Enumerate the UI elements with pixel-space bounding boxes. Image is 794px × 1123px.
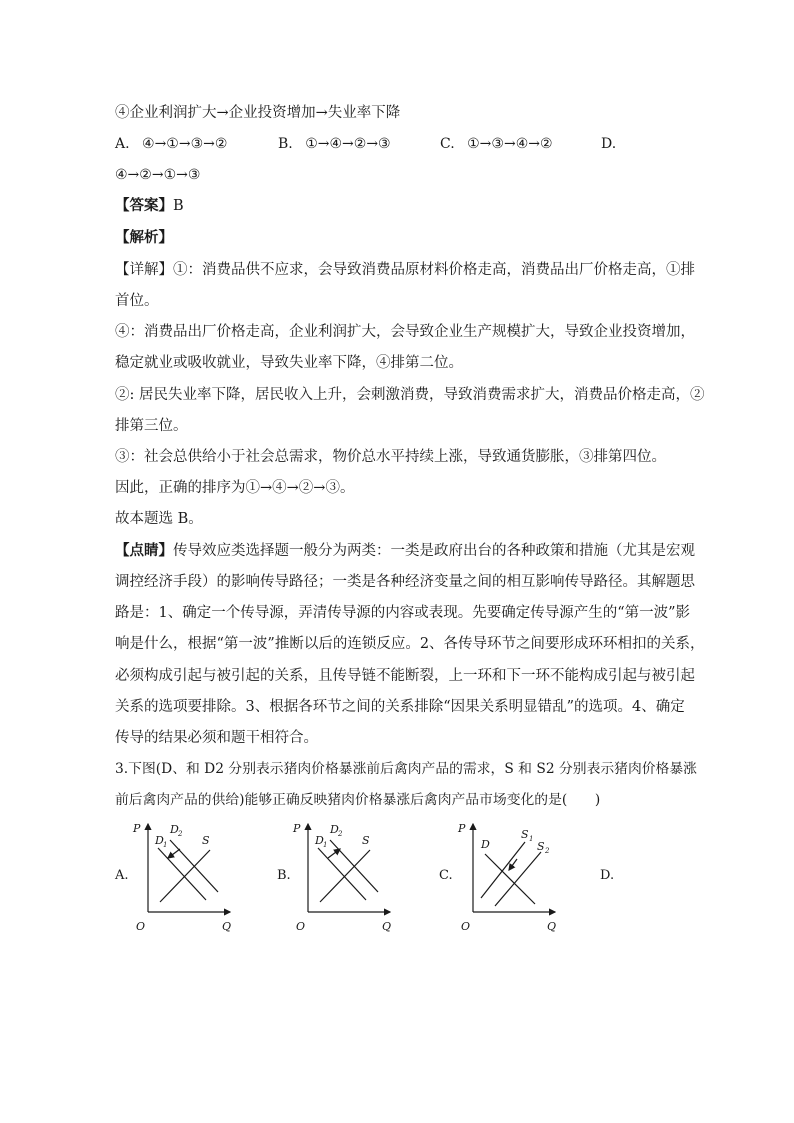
origin-label: O — [136, 920, 146, 933]
question3-line: 前后禽肉产品的供给)能够正确反映猪肉价格暴涨后禽肉产品市场变化的是( ) — [115, 792, 601, 808]
origin-label: O — [296, 920, 306, 933]
option-c-letter: C. — [440, 136, 455, 152]
curve-label: S — [521, 828, 529, 841]
option-b — [278, 134, 391, 154]
tip-line: 关系的选项要排除。3、根据各环节之间的关系排除“因果关系明显错乱”的选项。4、确定 — [115, 699, 685, 715]
graph-b-label: B. — [277, 868, 291, 883]
curve-label: D — [330, 823, 339, 836]
tip-first-line — [115, 541, 695, 561]
option-d-text: ④→②→①→③ — [115, 167, 201, 183]
analysis-line: 因此，正确的排序为①→④→②→③。 — [115, 480, 355, 496]
curve-label: D — [155, 834, 164, 847]
curve-label: S — [537, 840, 545, 853]
analysis-line: 故本题选 B。 — [115, 511, 203, 527]
curve-label: S — [202, 834, 210, 847]
tip-line: 响是什么，根据“第一波”推断以后的连锁反应。2、各传导环节之间要形成环环相扣的关系， — [115, 636, 705, 652]
curve-subscript: 1 — [163, 841, 168, 849]
axis-q-label: Q — [547, 920, 557, 933]
tip-text: 传导效应类选择题一般分为两类：一类是政府出台的各种政策和措施（尤其是宏观 — [173, 543, 695, 559]
option-a — [115, 134, 227, 154]
curve-subscript: 1 — [323, 841, 328, 849]
analysis-line: ③：社会总供给小于社会总需求，物价总水平持续上涨，导致通货膨胀，③排第四位。 — [115, 449, 666, 465]
axis-q-label: Q — [222, 920, 232, 933]
curve-label: D — [315, 834, 324, 847]
option-a-text: ④→①→③→② — [142, 136, 228, 152]
supply-curve-s2 — [495, 852, 541, 906]
shift-arrow — [168, 849, 180, 858]
axis-p-label: P — [458, 822, 466, 835]
curve-subscript: 2 — [338, 830, 343, 838]
graph-c — [455, 818, 565, 933]
tip-tag: 【点睛】 — [115, 542, 173, 559]
option-c — [440, 134, 553, 154]
tip-line: 路是：1、确定一个传导源，弄清传导源的内容或表现。先要确定传导源产生的“第一波”影 — [115, 605, 691, 621]
analysis-tag: 【解析】 — [115, 229, 173, 246]
curve-label: D — [170, 823, 179, 836]
shift-arrow — [328, 849, 340, 858]
axis-p-label: P — [133, 822, 141, 835]
graph-c-label: C. — [439, 868, 453, 883]
option-d — [601, 134, 616, 154]
graph-d-label: D. — [600, 868, 615, 883]
analysis-line: 【详解】①：消费品供不应求，会导致消费品原材料价格走高，消费品出厂价格走高，①排 — [115, 262, 695, 278]
option-d-letter: D. — [601, 136, 617, 152]
option-b-letter: B. — [278, 136, 293, 152]
analysis-line: 排第三位。 — [115, 418, 188, 434]
answer-value: B — [173, 198, 184, 214]
answer-line — [115, 196, 184, 216]
option-c-text: ①→③→④→② — [467, 136, 553, 152]
analysis-line: ②: 居民失业率下降，居民收入上升，会刺激消费，导致消费需求扩大，消费品价格走高，② — [115, 387, 705, 403]
graph-b — [290, 818, 400, 933]
curve-label: D — [481, 838, 490, 851]
analysis-line: 首位。 — [115, 293, 159, 309]
analysis-line: 稳定就业或吸收就业，导致失业率下降，④排第二位。 — [115, 355, 463, 371]
option-a-letter: A. — [115, 136, 130, 152]
question3-line: 3.下图(D、和 D2 分别表示猪肉价格暴涨前后禽肉产品的需求，S 和 S2 分别表示猪肉价格暴涨 — [115, 761, 697, 777]
curve-label: S — [362, 834, 370, 847]
tip-line: 必须构成引起与被引起的关系，且传导链不能断裂，上一环和下一环不能构成引起与被引起 — [115, 668, 695, 684]
graph-a — [130, 818, 240, 933]
curve-subscript: 2 — [545, 847, 550, 855]
statement-4: ④企业利润扩大→企业投资增加→失业率下降 — [115, 105, 401, 121]
curve-subscript: 1 — [529, 835, 534, 843]
demand-curve-d1 — [318, 848, 366, 900]
option-b-text: ①→④→②→③ — [305, 136, 391, 152]
axis-p-label: P — [293, 822, 301, 835]
analysis-line: ④：消费品出厂价格走高，企业利润扩大，会导致企业生产规模扩大，导致企业投资增加， — [115, 324, 695, 340]
origin-label: O — [461, 920, 471, 933]
tip-line: 调控经济手段）的影响传导路径；一类是各种经济变量之间的相互影响传导路径。其解题思 — [115, 574, 695, 590]
graph-a-label: A. — [115, 868, 129, 883]
answer-tag: 【答案】 — [115, 197, 173, 214]
demand-curve-d1 — [158, 848, 206, 900]
axis-q-label: Q — [382, 920, 392, 933]
curve-subscript: 2 — [178, 830, 183, 838]
tip-line: 传导的结果必须和题干相符合。 — [115, 730, 318, 746]
